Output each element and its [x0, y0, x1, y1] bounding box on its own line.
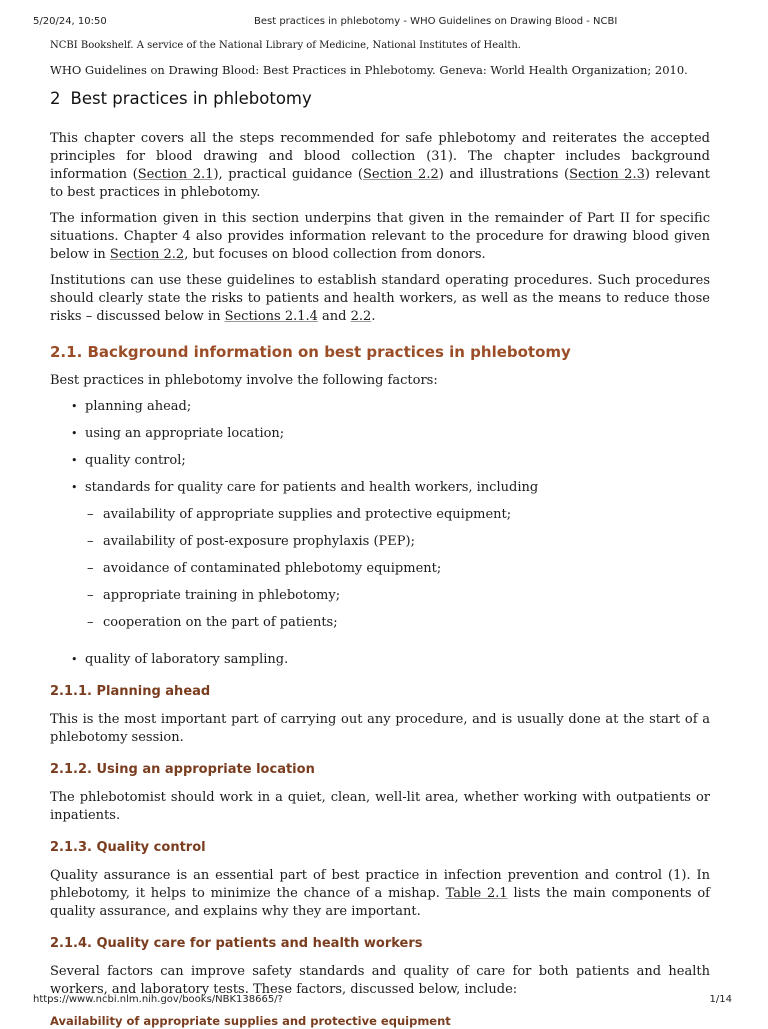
- book-citation: WHO Guidelines on Drawing Blood: Best Practices in Phlebotomy. Geneva: World Health Organization; 2010.: [50, 63, 688, 77]
- section-2-1-lead: Best practices in phlebotomy involve the following factors:: [50, 373, 438, 388]
- page-content: [50, 39, 710, 1029]
- chapter-title-text: Best practices in phlebotomy: [70, 89, 312, 108]
- intro-p1-text-b: ), practical guidance (: [213, 167, 363, 182]
- factors-list: [50, 398, 710, 669]
- chapter-title: [50, 88, 710, 110]
- print-document-title: Best practices in phlebotomy - WHO Guidelines on Drawing Blood - NCBI: [254, 16, 618, 27]
- link-section-2-3[interactable]: Section 2.3: [569, 167, 645, 182]
- section-2-1-3-text: [50, 867, 710, 921]
- ncbi-banner: NCBI Bookshelf. A service of the National Library of Medicine, National Institutes of Health.: [50, 40, 521, 51]
- link-section-2-2-c[interactable]: 2.2: [350, 309, 372, 324]
- page-number: 1/14: [709, 994, 732, 1005]
- intro-p2-text-b: , but focuses on blood collection from donors.: [184, 247, 486, 262]
- print-footer: [0, 994, 768, 1008]
- print-header: [0, 16, 768, 30]
- print-url: https://www.ncbi.nlm.nih.gov/books/NBK138665/?: [33, 994, 283, 1005]
- intro-paragraph-1: [50, 130, 710, 202]
- sublist-item: – cooperation on the part of patients;: [87, 614, 710, 632]
- intro-p3-text-a: Institutions can use these guidelines to establish standard operating procedures. Such procedures should clearly state the risks to patients and health workers, as well as the means to reduce those risks – discussed below in: [50, 273, 710, 324]
- sublist-item: – avoidance of contaminated phlebotomy equipment;: [87, 560, 710, 578]
- section-2-1-2-text: The phlebotomist should work in a quiet, clean, well-lit area, whether working with outpatients or inpatients.: [50, 790, 710, 823]
- intro-paragraph-3: [50, 272, 710, 326]
- sublist-item: – availability of post-exposure prophylaxis (PEP);: [87, 533, 710, 551]
- intro-p1-text-d: ) relevant to best practices in phlebotomy.: [50, 167, 710, 200]
- list-item-text: standards for quality care for patients and health workers, including: [85, 480, 539, 495]
- intro-p1-text-a: This chapter covers all the steps recommended for safe phlebotomy and reiterates the accepted principles for blood drawing and blood collection (31). The chapter includes background information (: [50, 131, 710, 182]
- section-2-1-4-text: Several factors can improve safety standards and quality of care for both patients and health workers, and laboratory tests. These factors, discussed below, include:: [50, 964, 710, 997]
- list-item: • quality of laboratory sampling.: [71, 651, 710, 669]
- link-section-2-2-b[interactable]: Section 2.2: [109, 247, 185, 262]
- sublist-item: – appropriate training in phlebotomy;: [87, 587, 710, 605]
- list-item: • quality control;: [71, 452, 710, 470]
- section-2-1-3-text-a: Quality assurance is an essential part of best practice in infection prevention and control (1). In phlebotomy, it helps to minimize the chance of a mishap.: [50, 868, 710, 901]
- supplies-subheading: Availability of appropriate supplies and protective equipment: [50, 1014, 451, 1028]
- link-section-2-2[interactable]: Section 2.2: [362, 167, 439, 182]
- subfactors-list: [85, 506, 710, 632]
- intro-p3-text-c: .: [371, 309, 376, 324]
- intro-p1-text-c: ) and illustrations (: [438, 167, 570, 182]
- section-2-1-1-text: This is the most important part of carrying out any procedure, and is usually done at the start of a phlebotomy session.: [50, 712, 710, 745]
- intro-p3-text-b: and: [317, 309, 351, 324]
- sublist-item: – availability of appropriate supplies and protective equipment;: [87, 506, 710, 524]
- section-2-1-heading: 2.1. Background information on best practices in phlebotomy: [50, 343, 571, 361]
- list-item-with-sublist: [71, 479, 710, 632]
- link-table-2-1[interactable]: Table 2.1: [445, 886, 508, 901]
- section-2-1-4-heading: 2.1.4. Quality care for patients and health workers: [50, 936, 423, 951]
- list-item: • using an appropriate location;: [71, 425, 710, 443]
- section-2-1-3-text-b: lists the main components of quality assurance, and explains why they are important.: [50, 886, 710, 919]
- link-sections-2-1-4[interactable]: Sections 2.1.4: [224, 309, 318, 324]
- print-date: 5/20/24, 10:50: [33, 16, 107, 27]
- section-2-1-3-heading: 2.1.3. Quality control: [50, 840, 206, 855]
- list-item: • planning ahead;: [71, 398, 710, 416]
- section-2-1-2-heading: 2.1.2. Using an appropriate location: [50, 762, 315, 777]
- section-2-1-1-heading: 2.1.1. Planning ahead: [50, 684, 211, 699]
- link-section-2-1[interactable]: Section 2.1: [137, 167, 214, 182]
- chapter-number: 2: [50, 89, 61, 108]
- intro-paragraph-2: [50, 210, 710, 264]
- intro-p2-text-a: The information given in this section underpins that given in the remainder of Part II for specific situations. Chapter 4 also provides information relevant to the procedure for drawing blood given below in: [50, 211, 710, 262]
